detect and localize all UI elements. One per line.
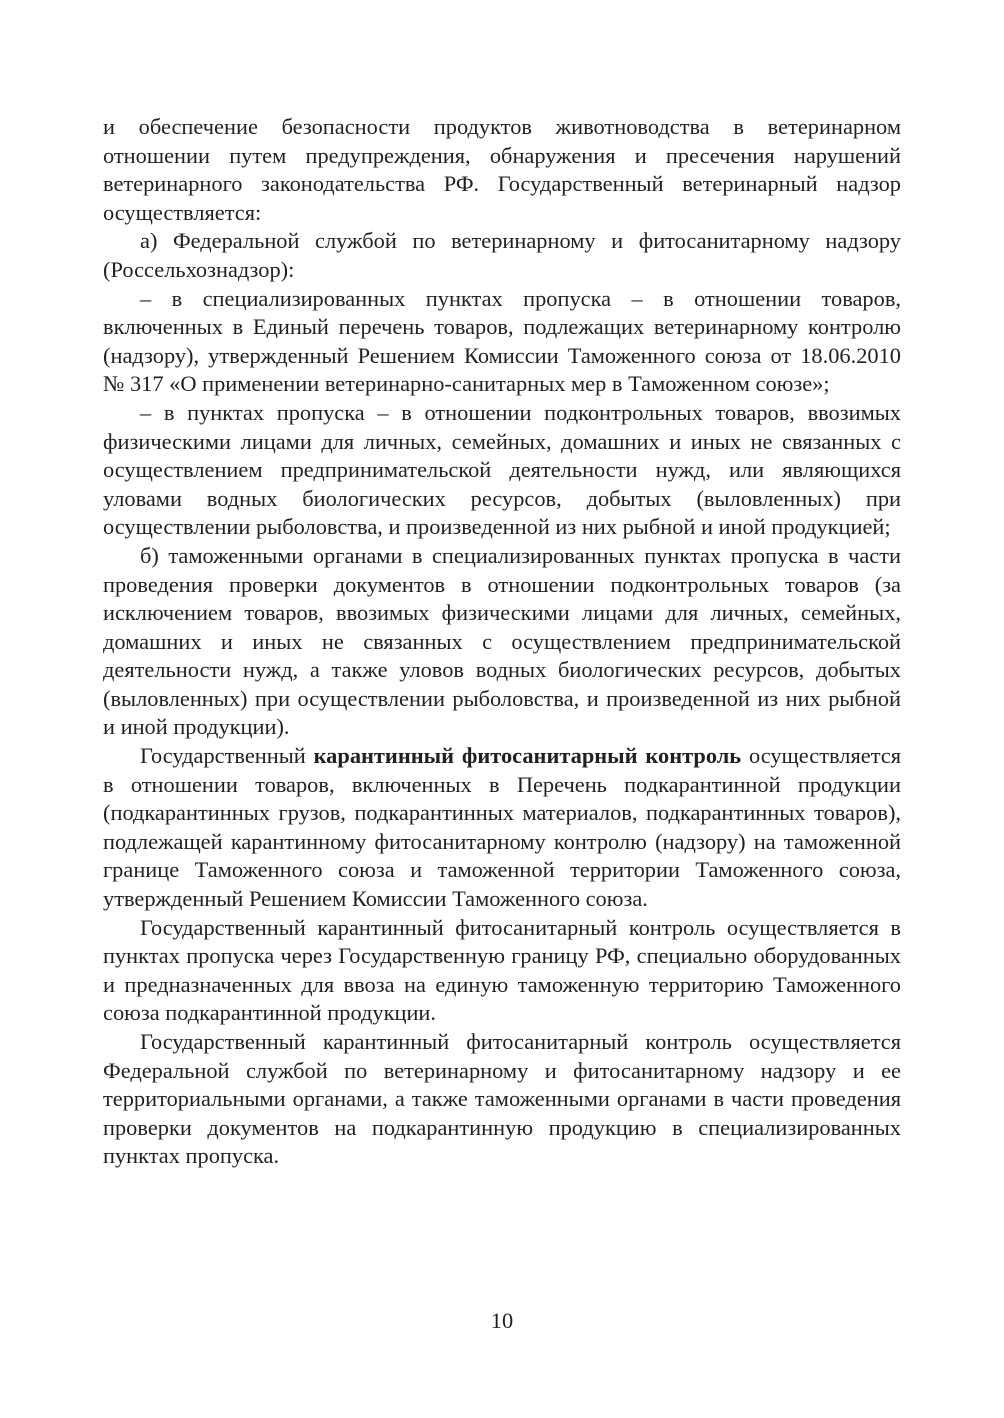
page-body (103, 113, 901, 1171)
page-number: 10 (490, 1308, 514, 1333)
paragraph-item-b: б) таможенными органами в специализированных пунктах пропуска в части проведения проверки документов в отношении подконтрольных товаров (за исключением товаров, ввозимых физическими лицами для личных, семейных, домашних и иных не связанных с осуществлением предпринимательской деятельности нужд, а также уловов водных биологических ресурсов, добытых (выловленных) при осуществлении рыболовства, и произведенной из них рыбной и иной продукции). (103, 542, 901, 740)
paragraph-dash-specialized-points: – в специализированных пунктах пропуска – в отношении товаров, включенных в Единый перечень товаров, подлежащих ветеринарному контролю (надзору), утвержденный Решением Комиссии Таможенного союза от 18.06.2010 № 317 «О применении ветеринарно-санитарных мер в Таможенном союзе»; (103, 285, 901, 397)
paragraph-quarantine-control-location: Государственный карантинный фитосанитарный контроль осуществляется в пунктах пропуска через Государственную границу РФ, специально оборудованных и предназначенных для ввоза на единую таможенную территорию Таможенного союза подкарантинной продукции. (103, 914, 901, 1026)
paragraph-quarantine-control-authority: Государственный карантинный фитосанитарный контроль осуществляется Федеральной службой по ветеринарному и фитосанитарному надзору и ее территориальными органами, а также таможенными органами в части проведения проверки документов на подкарантинную продукцию в специализированных пунктах пропуска. (103, 1029, 901, 1169)
bold-term: карантинный фитосанитарный контроль (313, 743, 742, 769)
paragraph-dash-checkpoints: – в пунктах пропуска – в отношении подконтрольных товаров, ввозимых физическими лицами для личных, семейных, домашних и иных не связанных с осуществлением предпринимательской деятельности нужд, или являющихся уловами водных биологических ресурсов, добытых (выловленных) при осуществлении рыболовства, и произведенной из них рыбной и иной продукцией; (103, 399, 901, 540)
paragraph-item-a: а) Федеральной службой по ветеринарному и фитосанитарному надзору (Россельхознадзор): (103, 228, 901, 282)
paragraph-tail-text: осуществляется в отношении товаров, включенных в Перечень подкарантинной продукции (подкарантинных грузов, подкарантинных материалов, подкарантинных товаров), подлежащей карантинному фитосанитарному контролю (надзору) на таможенной границе Таможенного союза и таможенной территории Таможенного союза, утвержденный Решением Комиссии Таможенного союза. (103, 743, 901, 912)
paragraph-lead-text: Государственный (140, 743, 314, 769)
paragraph-continuation: и обеспечение безопасности продуктов животноводства в ветеринарном отношении путем предупреждения, обнаружения и пресечения нарушений ветеринарного законодательства РФ. Государственный ветеринарный надзор осуществляется: (103, 114, 901, 225)
paragraph-quarantine-control-definition (103, 742, 901, 914)
